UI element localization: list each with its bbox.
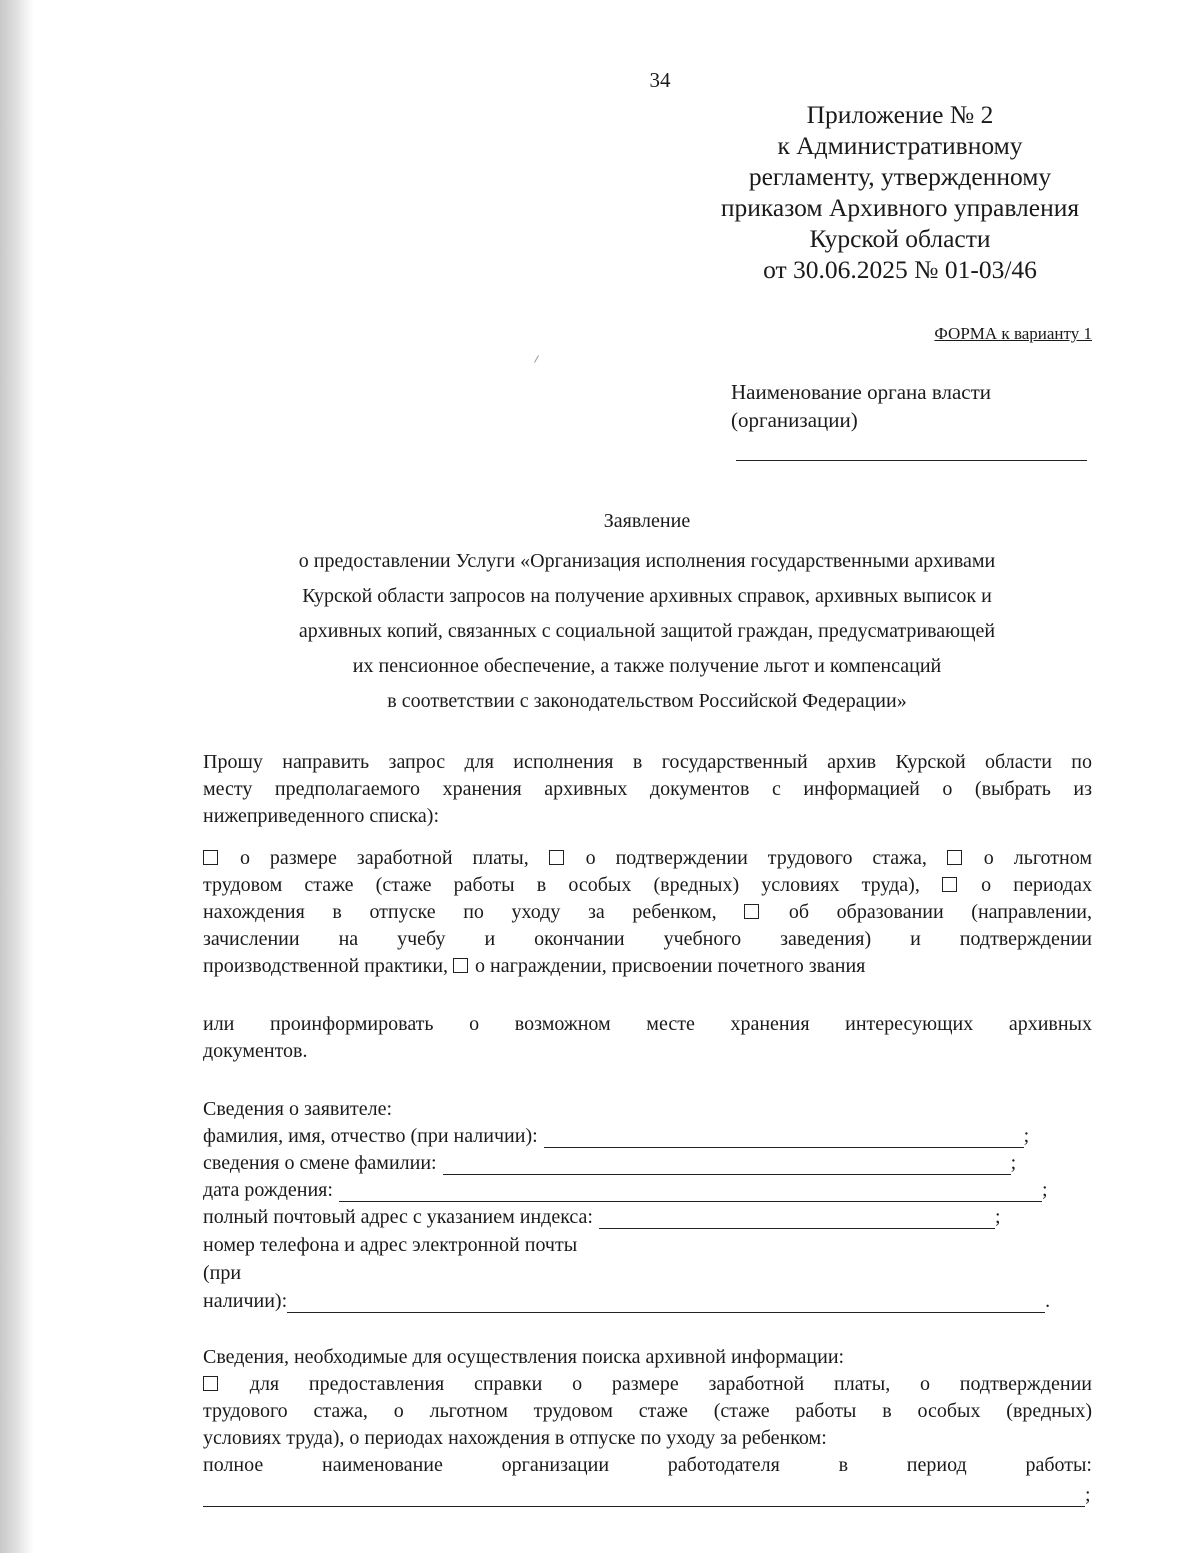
option-leave-label: о периодах [981,874,1092,896]
appendix-header [690,99,1110,285]
contacts-label-line-1: номер телефона и адрес электронной почты [203,1234,578,1256]
employer-semicolon: ; [1085,1484,1091,1506]
full-name-row [203,1125,1029,1148]
service-confirm-checkbox[interactable] [549,850,564,865]
appendix-line: Курской области [809,224,991,253]
inform-paragraph [203,1011,1092,1065]
salary-checkbox[interactable] [203,850,218,865]
search-line-1 [203,1371,1092,1398]
applicant-heading: Сведения о заявителе: [203,1098,393,1120]
birth-date-row [203,1179,1048,1202]
subtitle-line: в соответствии с законодательством Российской Федерации» [387,690,907,712]
option-preferential-label-cont: трудовом стаже (стаже работы в особых (вредных) условиях труда), [203,874,920,896]
address-field[interactable] [599,1209,995,1229]
contacts-period: . [1045,1290,1051,1312]
search-line-1-text: для предоставления справки о размере заработной платы, о подтверждении [249,1373,1092,1395]
full-name-label: фамилия, имя, отчество (при наличии): [203,1125,538,1147]
scan-edge-shadow [0,0,34,1553]
options-line-3 [203,899,1092,926]
option-preferential-label: о льготном [983,847,1093,869]
scan-speck [534,355,539,362]
subtitle-line: Курской области запросов на получение архивных справок, архивных выписок и [302,585,992,607]
page-number: 34 [649,68,671,92]
full-name-semicolon: ; [1023,1125,1030,1147]
salary-certificate-checkbox[interactable] [203,1376,218,1391]
authority-line-1: Наименование органа власти [731,380,991,404]
options-line-2 [203,872,1092,899]
search-line-2: трудового стажа, о льготном трудовом стаже (стаже работы в особых (вредных) [203,1400,1092,1422]
form-variant-label: ФОРМА к варианту 1 [934,324,1092,343]
preferential-service-checkbox[interactable] [947,850,962,865]
employer-row [203,1484,1092,1507]
full-name-field[interactable] [544,1128,1024,1148]
request-line-2: месту предполагаемого хранения архивных документов с информацией о (выбрать из [203,778,1092,800]
options-line-1 [203,845,1092,872]
contacts-label-line-3: наличии): [203,1290,288,1312]
contacts-label-line-2: (при [203,1262,242,1284]
appendix-line: от 30.06.2025 № 01-03/46 [763,255,1037,284]
inform-line-2: документов. [203,1040,308,1062]
option-education-label-end: производственной практики, [203,955,449,977]
name-change-row [203,1152,1016,1175]
appendix-line: к Административному [777,131,1023,160]
subtitle-line: о предоставлении Услуги «Организация исполнения государственными архивами [298,550,996,572]
search-line-4: полное наименование организации работодателя в период работы: [203,1454,1092,1476]
name-change-label: сведения о смене фамилии: [203,1152,437,1174]
contacts-row [203,1290,1050,1313]
name-change-field[interactable] [443,1155,1011,1175]
address-label: полный почтовый адрес с указанием индекса: [203,1206,593,1228]
award-checkbox[interactable] [453,958,468,973]
appendix-line: Приложение № 2 [806,100,994,129]
option-service-confirm-label: о подтверждении трудового стажа, [585,847,927,869]
option-leave-label-cont: нахождения в отпуске по уходу за ребенком, [203,901,717,923]
employer-name-field[interactable] [203,1487,1085,1507]
request-line-3: нижеприведенного списка): [203,805,440,827]
application-title: Заявление [603,510,691,532]
option-salary-label: о размере заработной платы, [239,847,529,869]
appendix-line: приказом Архивного управления [720,193,1080,222]
subtitle-line: их пенсионное обеспечение, а также получение льгот и компенсаций [352,655,942,677]
birth-date-label: дата рождения: [203,1179,333,1201]
option-education-label: об образовании (направлении, [788,901,1092,923]
subtitle-line: архивных копий, связанных с социальной защитой граждан, предусматривающей [298,620,996,642]
options-line-4: зачислении на учебу и окончании учебного заведения) и подтверждении [203,928,1092,950]
education-checkbox[interactable] [744,904,759,919]
application-subtitle [200,544,1094,719]
request-paragraph [203,749,1092,830]
options-list [203,845,1092,980]
birth-date-field[interactable] [339,1182,1042,1202]
search-heading: Сведения, необходимые для осуществления поиска архивной информации: [203,1346,845,1368]
authority-blank-field[interactable] [736,460,1087,461]
address-row [203,1206,1001,1229]
authority-block [731,378,991,434]
option-award-label: о награждении, присвоении почетного звания [475,955,866,977]
inform-line-1: или проинформировать о возможном месте хранения интересующих архивных [203,1013,1092,1035]
birth-date-semicolon: ; [1041,1179,1048,1201]
contacts-field[interactable] [287,1293,1045,1313]
search-line-3: условиях труда), о периодах нахождения в отпуске по уходу за ребенком: [203,1427,827,1449]
appendix-line: регламенту, утвержденному [748,162,1052,191]
request-line-1: Прошу направить запрос для исполнения в государственный архив Курской области по [203,751,1092,773]
name-change-semicolon: ; [1010,1152,1017,1174]
search-info [203,1344,1092,1479]
authority-line-2: (организации) [731,408,858,432]
parental-leave-checkbox[interactable] [942,877,957,892]
address-semicolon: ; [995,1206,1001,1228]
options-line-5 [203,953,1092,980]
